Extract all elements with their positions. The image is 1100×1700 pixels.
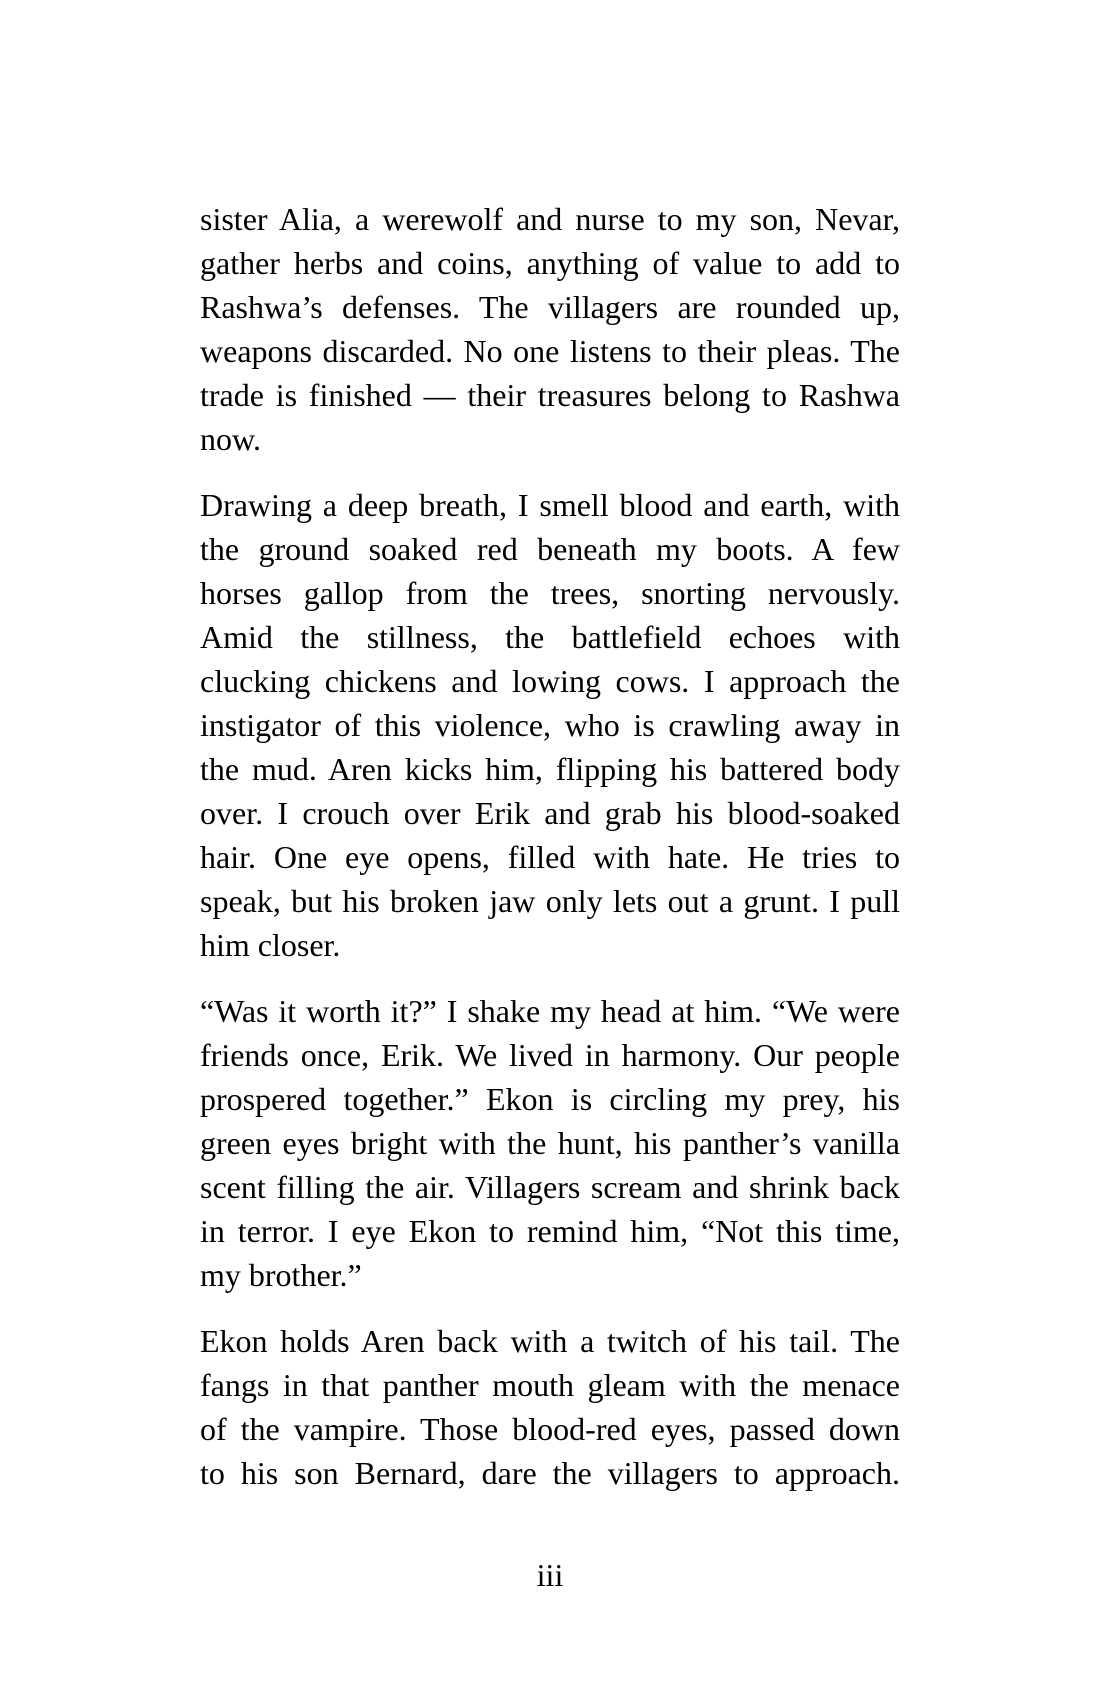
body-text [200, 197, 900, 1495]
text-line: prospered together.” Ekon is circling my prey, his [200, 1081, 900, 1117]
text-line: now. [200, 421, 262, 457]
text-line: green eyes bright with the hunt, his panther’s vanilla [200, 1125, 900, 1161]
text-line: the mud. Aren kicks him, flipping his battered body [200, 751, 900, 787]
text-line: the ground soaked red beneath my boots. A few [200, 531, 900, 567]
paragraph [200, 989, 900, 1297]
text-line: clucking chickens and lowing cows. I approach the [200, 663, 900, 699]
text-line: gather herbs and coins, anything of value to add to [200, 245, 900, 281]
text-line: to his son Bernard, dare the villagers to approach. [200, 1455, 900, 1491]
page-number: iii [536, 1557, 564, 1593]
text-line: weapons discarded. No one listens to their pleas. The [200, 333, 900, 369]
text-line: Drawing a deep breath, I smell blood and earth, with [200, 487, 900, 523]
text-line: “Was it worth it?” I shake my head at him. “We were [200, 993, 900, 1029]
text-line: over. I crouch over Erik and grab his blood-soaked [200, 795, 900, 831]
text-line: fangs in that panther mouth gleam with the menace [200, 1367, 900, 1403]
paragraph [200, 483, 900, 967]
text-line: speak, but his broken jaw only lets out a grunt. I pull [200, 883, 900, 919]
text-line: in terror. I eye Ekon to remind him, “Not this time, [200, 1213, 900, 1249]
text-line: Amid the stillness, the battlefield echoes with [200, 619, 900, 655]
text-line: hair. One eye opens, filled with hate. He tries to [200, 839, 900, 875]
text-line: horses gallop from the trees, snorting nervously. [200, 575, 900, 611]
text-line: of the vampire. Those blood-red eyes, passed down [200, 1411, 900, 1447]
text-line: him closer. [200, 927, 341, 963]
text-line: friends once, Erik. We lived in harmony. Our people [200, 1037, 900, 1073]
paragraph [200, 1319, 900, 1495]
text-line: Rashwa’s defenses. The villagers are rounded up, [200, 289, 900, 325]
text-line: my brother.” [200, 1257, 362, 1293]
text-line: Ekon holds Aren back with a twitch of his tail. The [200, 1323, 900, 1359]
text-line: scent filling the air. Villagers scream and shrink back [200, 1169, 900, 1205]
text-line: trade is finished — their treasures belong to Rashwa [200, 377, 900, 413]
paragraph [200, 197, 900, 461]
text-line: instigator of this violence, who is crawling away in [200, 707, 900, 743]
text-line: sister Alia, a werewolf and nurse to my son, Nevar, [200, 201, 900, 237]
